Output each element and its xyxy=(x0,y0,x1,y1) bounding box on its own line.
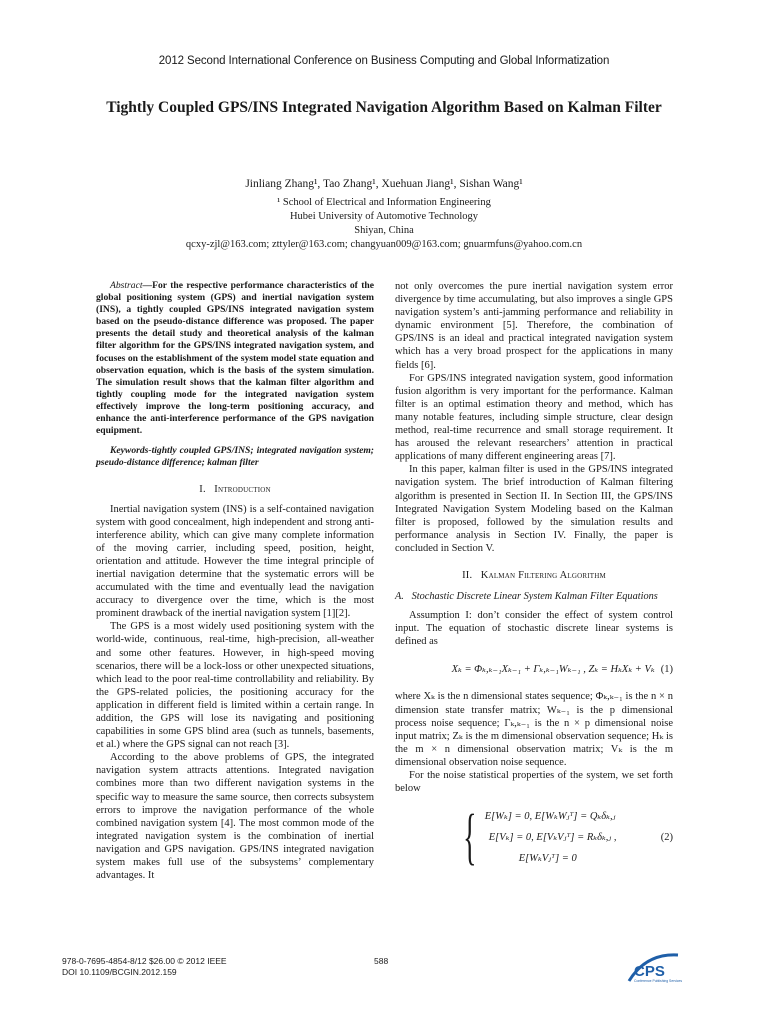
left-column xyxy=(96,280,374,882)
affiliation-block xyxy=(0,196,768,252)
equation-1 xyxy=(395,654,673,684)
section-number: II. xyxy=(462,569,473,581)
assumption-paragraph: Assumption I: don’t consider the effect of system control input. The equation of stochastic discrete linear systems is defined as xyxy=(395,610,673,648)
section-heading-kalman xyxy=(395,569,673,582)
section-heading-introduction xyxy=(96,483,374,496)
affiliation-school: ¹ School of Electrical and Information Engineering xyxy=(277,197,491,208)
keywords: Keywords-tightly coupled GPS/INS; integrated navigation system; pseudo-distance difference; kalman filter xyxy=(96,445,374,469)
section-title: Kalman Filtering Algorithm xyxy=(480,569,606,581)
equation-2-line-2: E[Vₖ] = 0, E[VₖVⱼᵀ] = Rₖδₖ,ⱼ , xyxy=(488,831,617,843)
equation-2 xyxy=(395,803,673,871)
logo-text: CPS xyxy=(634,963,665,980)
variable-definitions: where Xₖ is the n dimensional states sequence; Φₖ,ₖ₋₁ is the n × n dimension state transfer matrix; Wₖ₋₁ is the p dimensional process noise sequence; Γₖ,ₖ₋₁ is the n × p dimensional noise input matrix; Zₖ is the m dimensional observation sequence; Hₖ is the m × n dimensional observation matrix; Vₖ is the m dimensional observation noise sequence. xyxy=(395,691,673,768)
conference-name: 2012 Second International Conference on Business Computing and Global Informatization xyxy=(158,55,610,67)
right-column xyxy=(395,280,673,871)
abstract-label: Abstract xyxy=(110,280,143,291)
abstract xyxy=(96,280,374,437)
subsection-label: A. xyxy=(395,591,404,603)
page-number: 588 xyxy=(374,956,389,966)
author-emails: qcxy-zjl@163.com; zttyler@163.com; changyuan009@163.com; gnuarmfuns@yahoo.com.cn xyxy=(185,239,583,250)
paper-title: Tightly Coupled GPS/INS Integrated Navigation Algorithm Based on Kalman Filter xyxy=(106,99,662,116)
left-brace: { xyxy=(463,803,477,872)
abstract-text: —For the respective performance characteristics of the global positioning system (GPS) and inertial navigation system (INS), a tightly coupled GPS/INS integrated navigation system based on the pseudo-distance difference was proposed. The paper presents the detail study and theoretical analysis of the kalman filter algorithm for the GPS/INS integrated navigation system, and focuses on the establishment of the system model state equation and observation equation, which is the basis of the system simulation. The simulation result shows that the kalman filter algorithm and tightly coupling mode for the integrated navigation system effectively improve the long-term positioning accuracy, and enhance the anti-interference performance of the GPS navigation equipment. xyxy=(96,280,374,437)
intro-paragraph-6: In this paper, kalman filter is used in the GPS/INS integrated navigation system. The brief introduction of Kalman filtering algorithm is presented in Section II. In Section III, the GPS/INS Integrated Navigation System Modeling based on the Kalman filter is proposed, followed by the simulation results and performance analysis in Section IV. Finally, the paper is concluded in Section V. xyxy=(395,464,673,554)
affiliation-university: Hubei University of Automotive Technology xyxy=(289,211,479,222)
affiliation-city: Shiyan, China xyxy=(354,225,414,236)
intro-paragraph-3: According to the above problems of GPS, the integrated navigation system attracts attentions. Integrated navigation combines more than two different navigation systems in the specific way to measure the same source, then corrects subsystem errors to improve the navigation performance of the whole combined navigation system [4]. The most common mode of the integrated navigation system is the combination of inertial navigation and GPS navigation. GPS/INS integrated navigation system makes full use of the subsystems’ complementary advantages. It xyxy=(96,752,374,882)
equation-1-number: (1) xyxy=(660,663,673,675)
equation-2-line-3: E[WₖVⱼᵀ] = 0 xyxy=(518,852,577,864)
intro-paragraph-2: The GPS is a most widely used positioning system with the world-wide, continuous, real-time, high-precision, all-weather and some other features. However, in high-speed moving scenarios, there will be a lock-loss or other unexpected situations, which lead to the poor real-time controllability and reliability. By the GPS-related policies, the positioning accuracy for the application in different field is limited within a certain range. In addition, the GPS will lose its navigating and positioning capabilities in some GPS blind area (such as tunnels, basements, et al.) where the GPS signal can not reach [3]. xyxy=(96,621,374,751)
section-number: I. xyxy=(199,484,206,496)
equation-2-number: (2) xyxy=(660,831,673,843)
equation-2-line-1: E[Wₖ] = 0, E[WₖWⱼᵀ] = Qₖδₖ,ⱼ xyxy=(484,810,616,822)
cps-logo xyxy=(626,951,688,985)
copyright-line: 978-0-7695-4854-8/12 $26.00 © 2012 IEEE xyxy=(62,956,227,966)
equation-1-body: Xₖ = Φₖ,ₖ₋₁Xₖ₋₁ + Γₖ,ₖ₋₁Wₖ₋₁ , Zₖ = HₖXₖ + Vₖ xyxy=(451,663,655,675)
logo-subtext: Conference Publishing Services xyxy=(634,979,683,983)
author-list: Jinliang Zhang¹, Tao Zhang¹, Xuehuan Jiang¹, Sishan Wang¹ xyxy=(245,178,523,190)
intro-paragraph-4: not only overcomes the pure inertial navigation system error divergence by time accumulating, but also improves a single GPS navigation system’s anti-jamming performance and reliability in dynamic environment [5]. Therefore, the combination of GPS/INS is an ideal and practical integrated navigation system which has a very broad prospect for the applications in many fields [6]. xyxy=(395,281,673,371)
subsection-title: Stochastic Discrete Linear System Kalman Filter Equations xyxy=(411,591,658,603)
intro-paragraph-1: Inertial navigation system (INS) is a self-contained navigation system with good concealment, high independent and strong anti-interference ability, which can give many complete information of the moving carrier, including speed, position, height, orientation and attitude. However the time integral principle of inertial navigation determine that the systematic errors will be accumulated with the time and eventually lead the navigation accuracy to divergence over the time, which is the most prominent drawback of the inertial navigation system [1][2]. xyxy=(96,503,374,620)
section-title: Introduction xyxy=(214,484,271,496)
noise-properties-intro: For the noise statistical properties of the system, we set forth below xyxy=(395,770,673,795)
copyright-footer xyxy=(62,956,227,978)
doi-line: DOI 10.1109/BCGIN.2012.159 xyxy=(62,967,177,977)
subsection-heading xyxy=(395,590,673,603)
equation-2-lines xyxy=(485,806,653,869)
intro-paragraph-5: For GPS/INS integrated navigation system, good information fusion algorithm is very important for the performance. Kalman filter is an optimal estimation theory and method, which has many notable features, including simple structure, clear design method, real-time recurrence and small storage requirement. It has aroused the relevant researchers’ attention in practical applications of many different engineering areas [7]. xyxy=(395,372,673,463)
